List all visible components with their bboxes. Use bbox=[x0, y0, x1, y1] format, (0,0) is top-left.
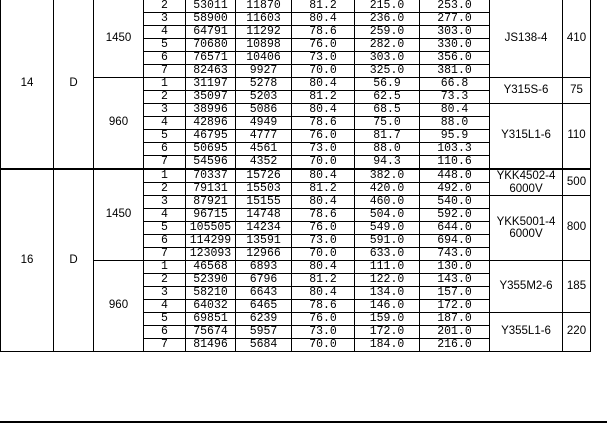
shaft-power-value: 303.0 bbox=[355, 52, 420, 65]
required-power-value: 592.0 bbox=[420, 209, 490, 222]
motor-voltage: 6000V bbox=[509, 228, 543, 240]
pressure-value: 6465 bbox=[236, 300, 292, 313]
row-index: 1 bbox=[144, 261, 186, 274]
row-index: 7 bbox=[144, 339, 186, 352]
shaft-power-value: 420.0 bbox=[355, 183, 420, 196]
flow-value: 81496 bbox=[186, 339, 236, 352]
shaft-power-value: 184.0 bbox=[355, 339, 420, 352]
shaft-power-value: 62.5 bbox=[355, 91, 420, 104]
row-index: 2 bbox=[144, 274, 186, 287]
shaft-power-value: 88.0 bbox=[355, 143, 420, 156]
required-power-value: 303.0 bbox=[420, 26, 490, 39]
row-index: 3 bbox=[144, 13, 186, 26]
row-index: 5 bbox=[144, 39, 186, 52]
efficiency-value: 70.0 bbox=[292, 339, 355, 352]
shaft-power-value: 146.0 bbox=[355, 300, 420, 313]
shaft-power-value: 504.0 bbox=[355, 209, 420, 222]
flow-value: 58900 bbox=[186, 13, 236, 26]
required-power-value: 330.0 bbox=[420, 39, 490, 52]
row-index: 7 bbox=[144, 248, 186, 261]
row-index: 7 bbox=[144, 156, 186, 170]
flow-value: 75674 bbox=[186, 326, 236, 339]
efficiency-value: 80.4 bbox=[292, 169, 355, 183]
efficiency-value: 73.0 bbox=[292, 326, 355, 339]
motor-power: 410 bbox=[563, 0, 591, 78]
efficiency-value: 78.6 bbox=[292, 209, 355, 222]
required-power-value: 187.0 bbox=[420, 313, 490, 326]
row-index: 3 bbox=[144, 287, 186, 300]
row-index: 4 bbox=[144, 117, 186, 130]
shaft-power-value: 591.0 bbox=[355, 235, 420, 248]
efficiency-value: 73.0 bbox=[292, 143, 355, 156]
efficiency-value: 76.0 bbox=[292, 222, 355, 235]
shaft-power-value: 94.3 bbox=[355, 156, 420, 170]
efficiency-value: 81.2 bbox=[292, 0, 355, 13]
motor-model: Y355M2-6 bbox=[490, 261, 563, 313]
pressure-value: 13591 bbox=[236, 235, 292, 248]
shaft-power-value: 81.7 bbox=[355, 130, 420, 143]
efficiency-value: 70.0 bbox=[292, 65, 355, 78]
required-power-value: 201.0 bbox=[420, 326, 490, 339]
pressure-value: 5086 bbox=[236, 104, 292, 117]
flow-value: 76571 bbox=[186, 52, 236, 65]
pressure-value: 12966 bbox=[236, 248, 292, 261]
pressure-value: 4352 bbox=[236, 156, 292, 170]
row-index: 3 bbox=[144, 104, 186, 117]
row-index: 6 bbox=[144, 52, 186, 65]
required-power-value: 143.0 bbox=[420, 274, 490, 287]
flow-value: 53011 bbox=[186, 0, 236, 13]
flow-value: 82463 bbox=[186, 65, 236, 78]
speed-rpm: 960 bbox=[94, 261, 144, 352]
bottom-border bbox=[0, 421, 607, 423]
row-index: 5 bbox=[144, 313, 186, 326]
pressure-value: 14748 bbox=[236, 209, 292, 222]
speed-rpm: 960 bbox=[94, 78, 144, 170]
efficiency-value: 80.4 bbox=[292, 78, 355, 91]
pressure-value: 15726 bbox=[236, 169, 292, 183]
pressure-value: 5278 bbox=[236, 78, 292, 91]
pressure-value: 11870 bbox=[236, 0, 292, 13]
required-power-value: 130.0 bbox=[420, 261, 490, 274]
group-type: D bbox=[54, 0, 94, 169]
shaft-power-value: 633.0 bbox=[355, 248, 420, 261]
row-index: 6 bbox=[144, 143, 186, 156]
motor-model-line: YKK4502-4 bbox=[496, 170, 556, 183]
shaft-power-value: 159.0 bbox=[355, 313, 420, 326]
pressure-value: 6643 bbox=[236, 287, 292, 300]
required-power-value: 356.0 bbox=[420, 52, 490, 65]
flow-value: 54596 bbox=[186, 156, 236, 170]
shaft-power-value: 75.0 bbox=[355, 117, 420, 130]
required-power-value: 103.3 bbox=[420, 143, 490, 156]
required-power-value: 277.0 bbox=[420, 13, 490, 26]
required-power-value: 381.0 bbox=[420, 65, 490, 78]
row-index: 6 bbox=[144, 235, 186, 248]
pressure-value: 11603 bbox=[236, 13, 292, 26]
flow-value: 69851 bbox=[186, 313, 236, 326]
motor-model: Y355L1-6 bbox=[490, 313, 563, 352]
efficiency-value: 80.4 bbox=[292, 196, 355, 209]
shaft-power-value: 68.5 bbox=[355, 104, 420, 117]
flow-value: 96715 bbox=[186, 209, 236, 222]
flow-value: 58210 bbox=[186, 287, 236, 300]
row-index: 4 bbox=[144, 300, 186, 313]
motor-model: Y315S-6 bbox=[490, 78, 563, 104]
flow-value: 114299 bbox=[186, 235, 236, 248]
efficiency-value: 78.6 bbox=[292, 117, 355, 130]
pressure-value: 4949 bbox=[236, 117, 292, 130]
pressure-value: 6796 bbox=[236, 274, 292, 287]
row-index: 2 bbox=[144, 0, 186, 13]
motor-model: JS138-4 bbox=[490, 0, 563, 78]
pressure-value: 10898 bbox=[236, 39, 292, 52]
required-power-value: 66.8 bbox=[420, 78, 490, 91]
efficiency-value: 80.4 bbox=[292, 104, 355, 117]
required-power-value: 73.3 bbox=[420, 91, 490, 104]
row-index: 3 bbox=[144, 196, 186, 209]
pressure-value: 15503 bbox=[236, 183, 292, 196]
flow-value: 52390 bbox=[186, 274, 236, 287]
row-index: 7 bbox=[144, 65, 186, 78]
motor-power: 500 bbox=[563, 169, 591, 196]
motor-model bbox=[490, 169, 563, 196]
efficiency-value: 76.0 bbox=[292, 39, 355, 52]
required-power-value: 540.0 bbox=[420, 196, 490, 209]
flow-value: 64791 bbox=[186, 26, 236, 39]
efficiency-value: 73.0 bbox=[292, 235, 355, 248]
motor-model: Y315L1-6 bbox=[490, 104, 563, 170]
flow-value: 35097 bbox=[186, 91, 236, 104]
row-index: 5 bbox=[144, 222, 186, 235]
row-index: 2 bbox=[144, 183, 186, 196]
pressure-value: 6893 bbox=[236, 261, 292, 274]
efficiency-value: 76.0 bbox=[292, 130, 355, 143]
pressure-value: 6239 bbox=[236, 313, 292, 326]
efficiency-value: 80.4 bbox=[292, 13, 355, 26]
flow-value: 46795 bbox=[186, 130, 236, 143]
motor-voltage: 6000V bbox=[509, 182, 543, 195]
flow-value: 31197 bbox=[186, 78, 236, 91]
pressure-value: 4561 bbox=[236, 143, 292, 156]
required-power-value: 253.0 bbox=[420, 0, 490, 13]
motor-power: 800 bbox=[563, 196, 591, 261]
shaft-power-value: 122.0 bbox=[355, 274, 420, 287]
row-index: 4 bbox=[144, 26, 186, 39]
pressure-value: 5203 bbox=[236, 91, 292, 104]
flow-value: 38996 bbox=[186, 104, 236, 117]
motor-power: 110 bbox=[563, 104, 591, 170]
efficiency-value: 70.0 bbox=[292, 248, 355, 261]
flow-value: 70680 bbox=[186, 39, 236, 52]
efficiency-value: 80.4 bbox=[292, 261, 355, 274]
required-power-value: 644.0 bbox=[420, 222, 490, 235]
row-index: 6 bbox=[144, 326, 186, 339]
motor-power: 75 bbox=[563, 78, 591, 104]
motor-model bbox=[490, 196, 563, 261]
shaft-power-value: 282.0 bbox=[355, 39, 420, 52]
required-power-value: 694.0 bbox=[420, 235, 490, 248]
required-power-value: 448.0 bbox=[420, 169, 490, 183]
efficiency-value: 76.0 bbox=[292, 313, 355, 326]
row-index: 4 bbox=[144, 209, 186, 222]
shaft-power-value: 259.0 bbox=[355, 26, 420, 39]
pressure-value: 4777 bbox=[236, 130, 292, 143]
speed-rpm: 1450 bbox=[94, 169, 144, 261]
shaft-power-value: 382.0 bbox=[355, 169, 420, 183]
flow-value: 50695 bbox=[186, 143, 236, 156]
pressure-value: 14234 bbox=[236, 222, 292, 235]
efficiency-value: 81.2 bbox=[292, 274, 355, 287]
shaft-power-value: 460.0 bbox=[355, 196, 420, 209]
flow-value: 105505 bbox=[186, 222, 236, 235]
row-index: 5 bbox=[144, 130, 186, 143]
efficiency-value: 70.0 bbox=[292, 156, 355, 170]
shaft-power-value: 215.0 bbox=[355, 0, 420, 13]
flow-value: 87921 bbox=[186, 196, 236, 209]
group-number: 16 bbox=[1, 169, 54, 352]
efficiency-value: 78.6 bbox=[292, 300, 355, 313]
motor-power: 185 bbox=[563, 261, 591, 313]
efficiency-value: 78.6 bbox=[292, 26, 355, 39]
pressure-value: 15155 bbox=[236, 196, 292, 209]
shaft-power-value: 236.0 bbox=[355, 13, 420, 26]
flow-value: 70337 bbox=[186, 169, 236, 183]
required-power-value: 110.6 bbox=[420, 156, 490, 170]
row-index: 1 bbox=[144, 78, 186, 91]
shaft-power-value: 172.0 bbox=[355, 326, 420, 339]
flow-value: 123093 bbox=[186, 248, 236, 261]
required-power-value: 88.0 bbox=[420, 117, 490, 130]
motor-model-line: YKK5001-4 bbox=[496, 215, 556, 228]
required-power-value: 743.0 bbox=[420, 248, 490, 261]
required-power-value: 80.4 bbox=[420, 104, 490, 117]
efficiency-value: 80.4 bbox=[292, 287, 355, 300]
efficiency-value: 73.0 bbox=[292, 52, 355, 65]
required-power-value: 157.0 bbox=[420, 287, 490, 300]
row-index: 1 bbox=[144, 169, 186, 183]
row-index: 2 bbox=[144, 91, 186, 104]
pressure-value: 10406 bbox=[236, 52, 292, 65]
pressure-value: 5684 bbox=[236, 339, 292, 352]
group-number: 14 bbox=[1, 0, 54, 169]
required-power-value: 492.0 bbox=[420, 183, 490, 196]
shaft-power-value: 325.0 bbox=[355, 65, 420, 78]
shaft-power-value: 56.9 bbox=[355, 78, 420, 91]
required-power-value: 172.0 bbox=[420, 300, 490, 313]
efficiency-value: 81.2 bbox=[292, 183, 355, 196]
group-type: D bbox=[54, 169, 94, 352]
shaft-power-value: 111.0 bbox=[355, 261, 420, 274]
motor-power: 220 bbox=[563, 313, 591, 352]
flow-value: 42896 bbox=[186, 117, 236, 130]
pressure-value: 5957 bbox=[236, 326, 292, 339]
shaft-power-value: 549.0 bbox=[355, 222, 420, 235]
efficiency-value: 81.2 bbox=[292, 91, 355, 104]
flow-value: 64032 bbox=[186, 300, 236, 313]
speed-rpm: 1450 bbox=[94, 0, 144, 78]
pressure-value: 9927 bbox=[236, 65, 292, 78]
required-power-value: 95.9 bbox=[420, 130, 490, 143]
required-power-value: 216.0 bbox=[420, 339, 490, 352]
pressure-value: 11292 bbox=[236, 26, 292, 39]
flow-value: 79131 bbox=[186, 183, 236, 196]
shaft-power-value: 134.0 bbox=[355, 287, 420, 300]
flow-value: 46568 bbox=[186, 261, 236, 274]
